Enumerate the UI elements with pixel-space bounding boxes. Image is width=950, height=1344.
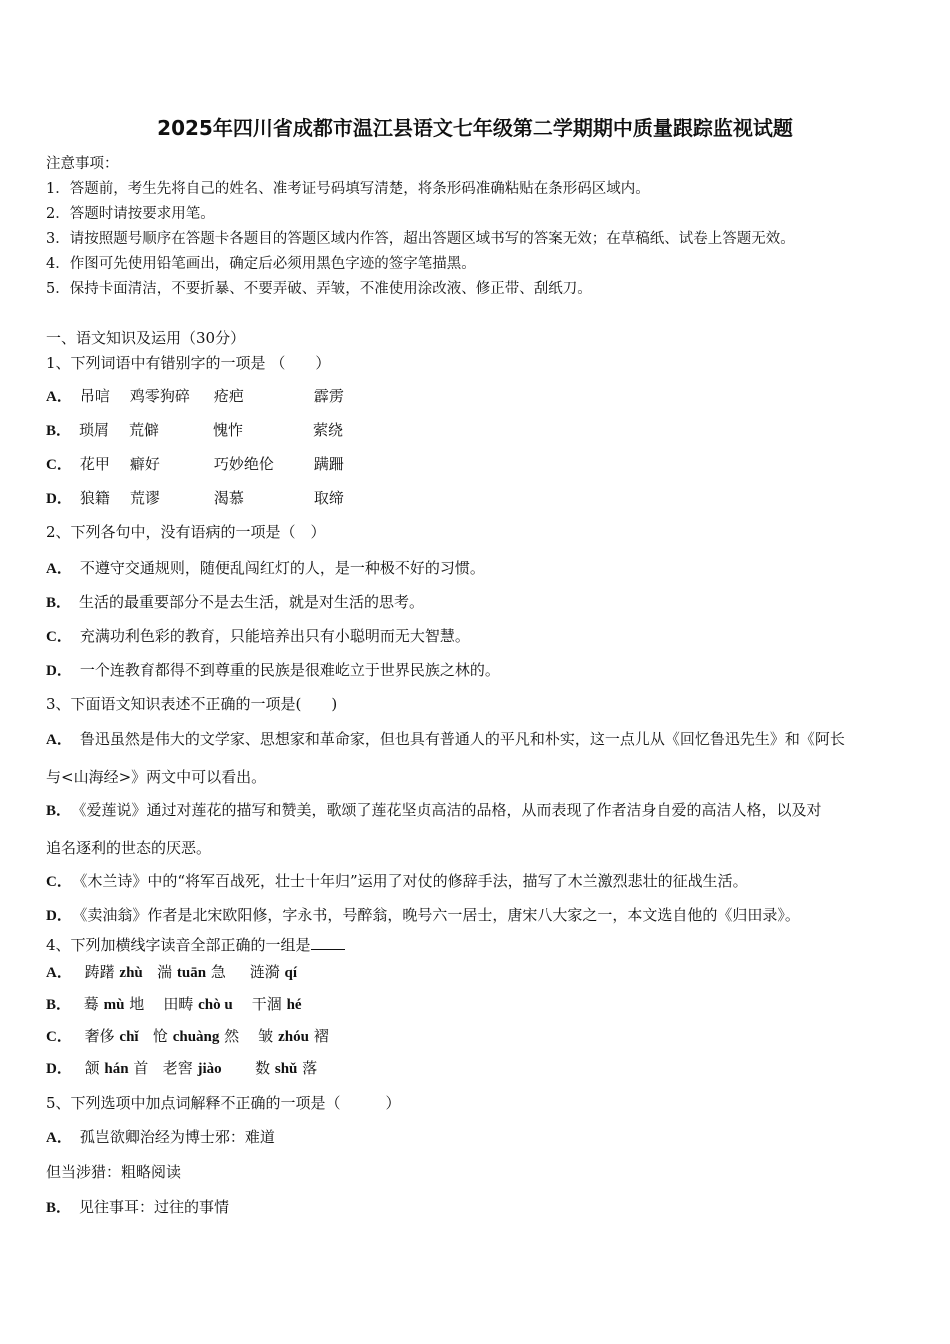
option-row [46,557,485,578]
option-continuation: 追名逐利的世态的厌恶。 [46,839,212,857]
option-continuation: 但当涉猎：粗略阅读 [46,1163,182,1181]
option-word: 急 [210,963,226,981]
option-label: D． [46,663,72,679]
option-row [46,799,822,820]
option-word: 花甲 [79,455,110,473]
option-row [46,487,344,508]
option-word: 怆 [152,1027,168,1045]
option-word: 愧怍 [213,421,244,439]
option-label: C． [46,457,72,473]
option-word: 涟漪 [249,963,280,981]
option-label: A． [46,561,72,577]
option-label: A． [46,389,72,405]
option-label: C． [46,874,72,890]
option-word: 蓦 [83,995,99,1013]
option-word: 蹒跚 [313,455,344,473]
notice-item: 5．保持卡面清洁，不要折暴、不要弄破、弄皱，不准使用涂改液、修正带、刮纸刀。 [46,281,592,297]
option-label: B． [46,1200,72,1216]
option-word: 奢侈 [84,1027,115,1045]
option-text: 《木兰诗》中的“将军百战死，壮士十年归”运用了对仗的修辞手法，描写了木兰激烈悲壮的征战生活。 [79,872,748,890]
option-row [46,1126,275,1147]
question-stem: 5、下列选项中加点词解释不正确的一项是（ ） [46,1094,401,1112]
question-stem-text: 4、下列加横线字读音全部正确的一组是 [46,936,311,954]
option-text: 《卖油翁》作者是北宋欧阳修，字永书，号醉翁，晚号六一居士，唐宋八大家之一，本文选自他的《归田录》。 [79,906,800,924]
pinyin: hán [104,1061,129,1077]
option-word: 取缔 [313,489,344,507]
option-word: 渴慕 [213,489,244,507]
option-text: 鲁迅虽然是伟大的文学家、思想家和革命家，但也具有普通人的平凡和朴实，这一点儿从《回忆鲁迅先生》和《阿长 [79,730,845,748]
question-stem: 3、下面语文知识表述不正确的一项是( ) [46,695,338,713]
option-label: C． [46,629,72,645]
option-row [46,961,297,982]
option-label: B． [46,423,72,439]
option-word: 数 [255,1059,271,1077]
option-word: 颔 [84,1059,100,1077]
option-row [46,870,748,891]
notice-item: 2．答题时请按要求用笔。 [46,206,215,222]
option-word: 癖好 [129,455,160,473]
option-label: B． [46,803,72,819]
option-text: 见往事耳：过往的事情 [79,1198,230,1216]
option-label: D． [46,908,72,924]
option-label: D． [46,1061,72,1077]
option-row [46,728,845,749]
option-word: 皱 [258,1027,274,1045]
pinyin: chò u [198,997,233,1013]
pinyin: chuàng [172,1029,220,1045]
option-row [46,591,424,612]
option-label: A． [46,732,72,748]
option-word: 萦绕 [313,421,344,439]
pinyin: zhù [119,965,143,981]
option-row [46,659,500,680]
question-stem: 2、下列各句中，没有语病的一项是（ ） [46,523,326,541]
option-label: B． [46,997,72,1013]
option-word: 巧妙绝伦 [213,455,274,473]
option-continuation: 与<山海经>》两文中可以看出。 [46,768,267,786]
option-row [46,993,302,1014]
option-word: 老窖 [162,1059,193,1077]
option-word: 荒僻 [129,421,160,439]
notice-heading: 注意事项： [46,156,119,172]
notice-item: 3．请按照题号顺序在答题卡各题目的答题区域内作答，超出答题区域书写的答案无效；在草稿纸、试卷上答题无效。 [46,231,795,247]
pinyin: mù [103,997,125,1013]
question-stem [46,934,345,955]
pinyin: zhóu [278,1029,309,1045]
option-word: 然 [224,1027,240,1045]
pinyin: shǔ [274,1061,298,1077]
option-word: 落 [302,1059,318,1077]
option-word: 踌躇 [84,963,115,981]
option-word: 霹雳 [313,387,344,405]
option-row [46,419,343,440]
option-word: 褶 [313,1027,329,1045]
option-text: 不遵守交通规则，随便乱闯红灯的人，是一种极不好的习惯。 [79,559,485,577]
answer-blank [311,937,345,950]
option-row [46,625,470,646]
option-text: 孤岂欲卿治经为博士邪：难道 [79,1128,275,1146]
option-text: 《爱莲说》通过对莲花的描写和赞美，歌颂了莲花坚贞高洁的品格，从而表现了作者洁身自爱的高洁人格，以及对 [79,801,822,819]
option-text: 一个连教育都得不到尊重的民族是很难屹立于世界民族之林的。 [79,661,500,679]
option-row [46,1196,229,1217]
pinyin: chǐ [119,1029,139,1045]
option-label: A． [46,965,72,981]
option-row [46,1057,317,1078]
notice-item: 1．答题前，考生先将自己的姓名、准考证号码填写清楚，将条形码准确粘贴在条形码区域内。 [46,181,650,197]
option-word: 吊唁 [79,387,110,405]
option-row [46,453,344,474]
option-word: 琐屑 [79,421,110,439]
option-word: 湍 [157,963,173,981]
notice-item: 4．作图可先使用铅笔画出，确定后必须用黑色字迹的签字笔描黑。 [46,256,476,272]
pinyin: qí [284,965,298,981]
option-word: 荒谬 [129,489,160,507]
pinyin: tuān [176,965,207,981]
option-text: 生活的最重要部分不是去生活，就是对生活的思考。 [79,593,425,611]
option-label: A． [46,1130,72,1146]
option-label: C． [46,1029,72,1045]
option-word: 狼籍 [79,489,110,507]
page-title: 2025年四川省成都市温江县语文七年级第二学期期中质量跟踪监视试题 [157,116,793,140]
option-label: D． [46,491,72,507]
section-heading: 一、语文知识及运用（30分） [46,329,246,347]
option-row [46,904,800,925]
option-word: 鸡零狗碎 [129,387,190,405]
option-word: 干涸 [251,995,282,1013]
option-label: B． [46,595,72,611]
option-word: 首 [133,1059,149,1077]
option-word: 地 [129,995,145,1013]
pinyin: jiào [197,1061,222,1077]
pinyin: hé [286,997,302,1013]
question-stem: 1、下列词语中有错别字的一项是 （ ） [46,354,331,372]
option-row [46,385,344,406]
option-word: 田畴 [163,995,194,1013]
option-row [46,1025,329,1046]
option-word: 疮疤 [213,387,244,405]
option-text: 充满功利色彩的教育，只能培养出只有小聪明而无大智慧。 [79,627,470,645]
